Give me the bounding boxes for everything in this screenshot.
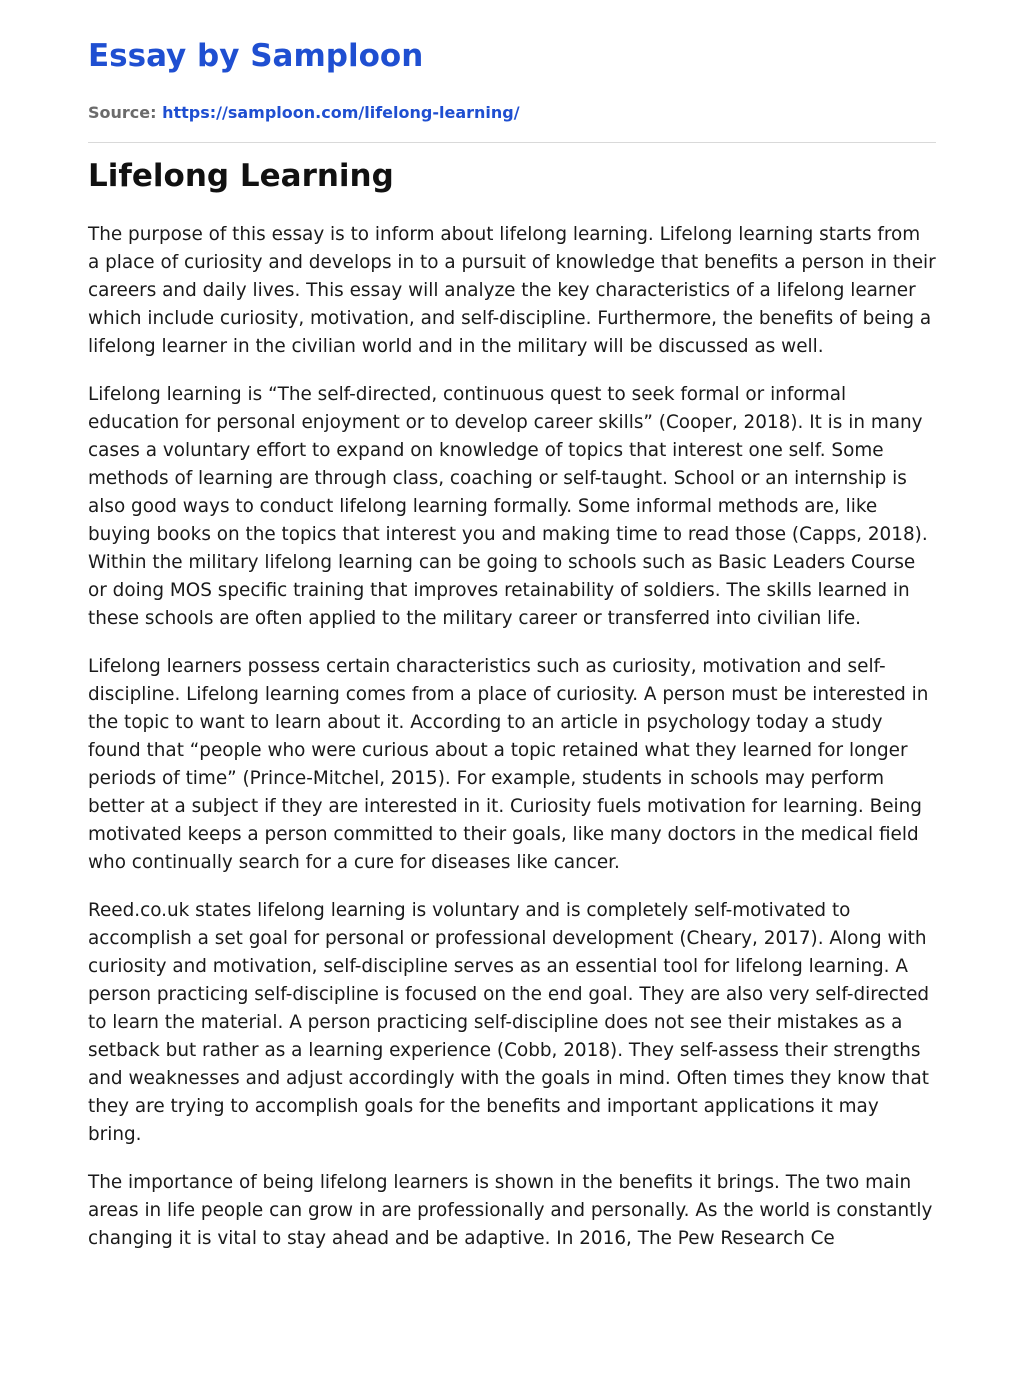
- essay-body: [88, 221, 936, 1273]
- source-line: [88, 102, 520, 124]
- source-label: Source:: [88, 103, 157, 122]
- paragraph: Reed.co.uk states lifelong learning is voluntary and is completely self-motivated to accomplish a set goal for personal or professional development (Cheary, 2017). Along with curiosity and motivation, self-discipline serves as an essential tool for lifelong learning. A person practicing self-discipline is focused on the end goal. They are also very self-directed to learn the material. A person practicing self-discipline does not see their mistakes as a setback but rather as a learning experience (Cobb, 2018). They self-assess their strengths and weaknesses and adjust accordingly with the goals in mind. Often times they know that they are trying to accomplish goals for the benefits and important applications it may bring.: [88, 900, 930, 1145]
- site-brand[interactable]: Essay by Samploon: [88, 38, 424, 74]
- paragraph: Lifelong learners possess certain characteristics such as curiosity, motivation and self-discipline. Lifelong learning comes from a place of curiosity. A person must be interested in the topic to want to learn about it. According to an article in psychology today a study found that “people who were curious about a topic retained what they learned for longer periods of time” (Prince-Mitchel, 2015). For example, students in schools may perform better at a subject if they are interested in it. Curiosity fuels motivation for learning. Being motivated keeps a person committed to their goals, like many doctors in the medical field who continually search for a cure for diseases like cancer.: [88, 656, 929, 873]
- essay-title: Lifelong Learning: [88, 158, 394, 194]
- paragraph: The purpose of this essay is to inform about lifelong learning. Lifelong learning starts from a place of curiosity and develops in to a pursuit of knowledge that benefits a person in their careers and daily lives. This essay will analyze the key characteristics of a lifelong learner which include curiosity, motivation, and self-discipline. Furthermore, the benefits of being a lifelong learner in the civilian world and in the military will be discussed as well.: [88, 224, 936, 357]
- source-link[interactable]: https://samploon.com/lifelong-learning/: [162, 103, 520, 122]
- paragraph: Lifelong learning is “The self-directed, continuous quest to seek formal or informal education for personal enjoyment or to develop career skills” (Cooper, 2018). It is in many cases a voluntary effort to expand on knowledge of topics that interest one self. Some methods of learning are through class, coaching or self-taught. School or an internship is also good ways to conduct lifelong learning formally. Some informal methods are, like buying books on the topics that interest you and making time to read those (Capps, 2018). Within the military lifelong learning can be going to schools such as Basic Leaders Course or doing MOS specific training that improves retainability of soldiers. The skills learned in these schools are often applied to the military career or transferred into civilian life.: [88, 384, 928, 629]
- paragraph: The importance of being lifelong learners is shown in the benefits it brings. The two main areas in life people can grow in are professionally and personally. As the world is constantly changing it is vital to stay ahead and be adaptive. In 2016, The Pew Research Ce: [88, 1172, 933, 1249]
- header-divider: [88, 142, 936, 143]
